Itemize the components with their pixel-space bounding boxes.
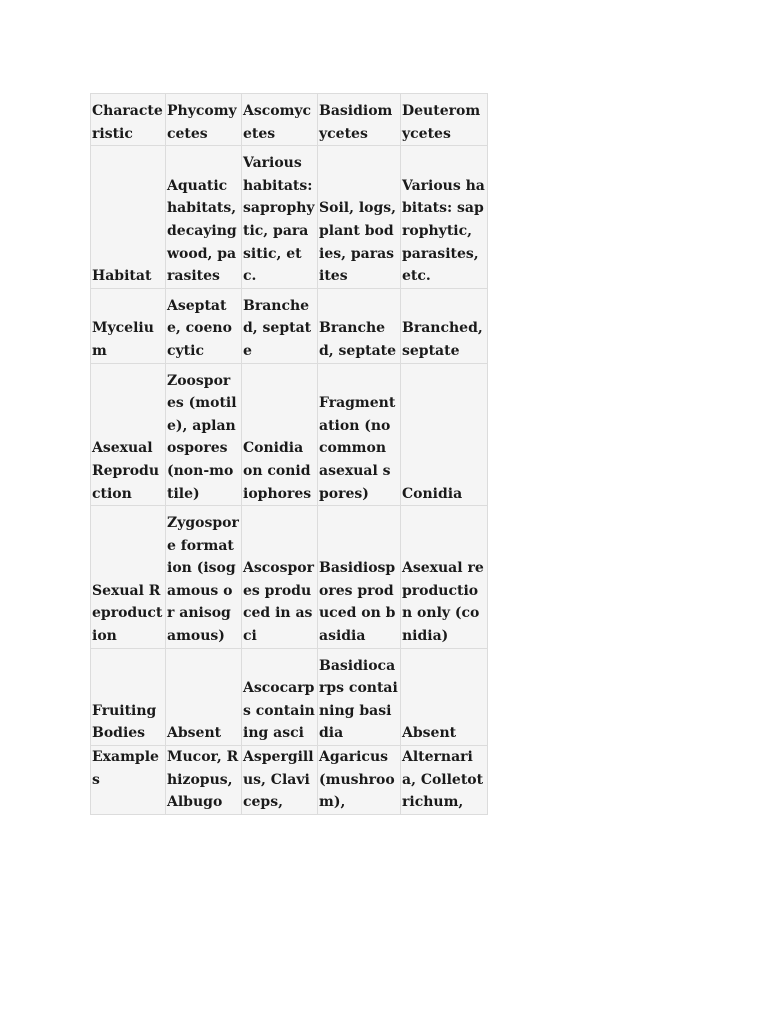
row-label: Mycelium [91, 288, 166, 363]
table-row-mycelium [91, 288, 488, 363]
table-cell: Absent [401, 648, 488, 745]
table-row-sexual-reproduction [91, 506, 488, 649]
table-cell: Aquatic habitats, decaying wood, parasites [166, 146, 242, 289]
table-cell: Agaricus (mushroom), [318, 746, 401, 815]
table-cell: Various habitats: saprophytic, parasitic, etc. [242, 146, 318, 289]
table-cell: Branched, septate [401, 288, 488, 363]
table-cell: Basidiospores produced on basidia [318, 506, 401, 649]
header-characteristic: Characteristic [91, 94, 166, 146]
row-label: Asexual Reproduction [91, 363, 166, 506]
fungi-comparison-table [90, 93, 488, 815]
table-cell: Soil, logs, plant bodies, parasites [318, 146, 401, 289]
table-cell: Aspergillus, Claviceps, [242, 746, 318, 815]
table-cell: Basidiocarps containing basidia [318, 648, 401, 745]
table-cell: Asexual reproduction only (conidia) [401, 506, 488, 649]
header-phycomycetes: Phycomycetes [166, 94, 242, 146]
table-cell: Conidia on conidiophores [242, 363, 318, 506]
table-cell: Mucor, Rhizopus, Albugo [166, 746, 242, 815]
table-row-fruiting-bodies [91, 648, 488, 745]
table-row-examples [91, 746, 488, 815]
table-cell: Zygospore formation (isogamous or anisogamous) [166, 506, 242, 649]
table-cell: Zoospores (motile), aplanospores (non-motile) [166, 363, 242, 506]
table-cell: Branched, septate [318, 288, 401, 363]
row-label: Fruiting Bodies [91, 648, 166, 745]
header-ascomycetes: Ascomycetes [242, 94, 318, 146]
table-cell: Fragmentation (no common asexual spores) [318, 363, 401, 506]
table-cell: Ascocarps containing asci [242, 648, 318, 745]
row-label: Examples [91, 746, 166, 815]
row-label: Sexual Reproduction [91, 506, 166, 649]
table-cell: Conidia [401, 363, 488, 506]
table-cell: Aseptate, coenocytic [166, 288, 242, 363]
table-header-row [91, 94, 488, 146]
table-row-habitat [91, 146, 488, 289]
table-cell: Various habitats: saprophytic, parasites, etc. [401, 146, 488, 289]
header-basidiomycetes: Basidiomycetes [318, 94, 401, 146]
header-deuteromycetes: Deuteromycetes [401, 94, 488, 146]
row-label: Habitat [91, 146, 166, 289]
table-row-asexual-reproduction [91, 363, 488, 506]
table-cell: Ascospores produced in asci [242, 506, 318, 649]
table-cell: Absent [166, 648, 242, 745]
table-cell: Alternaria, Colletotrichum, [401, 746, 488, 815]
table-cell: Branched, septate [242, 288, 318, 363]
